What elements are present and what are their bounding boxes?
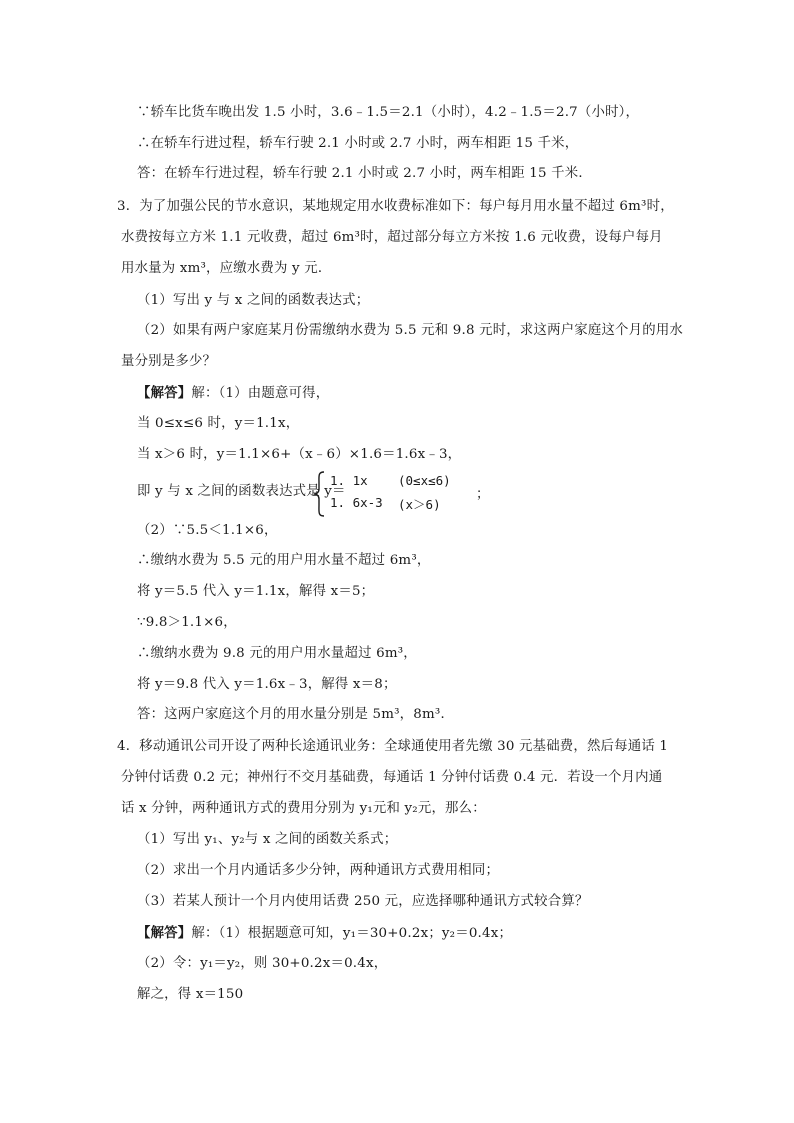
solution-3-line3: 当 x＞6 时，y＝1.1×6+（x﹣6）×1.6＝1.6x﹣3， [137,447,462,462]
solution-3-line9: ∴缴纳水费为 9.8 元的用户用水量超过 6m³， [137,646,417,661]
line-answer-2a: ∵轿车比货车晚出发 1.5 小时，3.6﹣1.5＝2.1（小时），4.2﹣1.5＝2.7（小时）， [137,105,640,120]
case-2-expression: 1. 6x-3 [330,495,383,510]
line-answer-2c: 答：在轿车行进过程，轿车行驶 2.1 小时或 2.7 小时，两车相距 15 千米． [137,166,592,181]
line-answer-2b: ∴在轿车行进过程，轿车行驶 2.1 小时或 2.7 小时，两车相距 15 千米， [137,136,579,151]
solution-3-line4: 即 y 与 x 之间的函数表达式是 y＝ [137,484,346,499]
question-3-part1: （1）写出 y 与 x 之间的函数表达式； [137,293,370,308]
solution-3-line1 [137,384,329,403]
case-1-expression: 1. 1x [330,473,368,488]
solution-4-text: 解：（1）根据题意可知，y₁＝30+0.2x；y₂＝0.4x； [191,926,513,941]
solution-3-line2: 当 0≤x≤6 时，y＝1.1x， [137,416,300,431]
question-4-part2: （2）求出一个月内通话多少分钟，两种通讯方式费用相同； [137,863,500,878]
question-3-part2a: （2）如果有两户家庭某月份需缴纳水费为 5.5 元和 9.8 元时，求这两户家庭这个月的用水 [137,323,684,338]
question-4-line2: 分钟付话费 0.2 元；神州行不交月基础费，每通话 1 分钟付话费 0.4 元．若设一个月内通 [121,770,663,785]
solution-4-line1 [137,924,512,943]
solution-3-line7: 将 y＝5.5 代入 y＝1.1x，解得 x＝5； [137,584,375,599]
question-4-line1: 4．移动通讯公司开设了两种长途通讯业务：全球通使用者先缴 30 元基础费，然后每通话 1 [117,739,669,754]
solution-3-line11: 答：这两户家庭这个月的用水量分别是 5m³，8m³． [137,707,455,722]
case-1-condition: (0≤x≤6) [398,473,451,488]
solution-4-line2: （2）令：y₁＝y₂，则 30+0.2x＝0.4x， [137,956,388,971]
solution-4-line3: 解之，得 x＝150 [137,987,244,1002]
answer-tag: 【解答】 [137,925,192,941]
question-3-line2: 水费按每立方米 1.1 元收费，超过 6m³时，超过部分每立方米按 1.6 元收费，设每户每月 [121,230,663,245]
solution-3-line10: 将 y＝9.8 代入 y＝1.6x﹣3，解得 x＝8； [137,677,397,692]
question-3-line3: 用水量为 xm³，应缴水费为 y 元． [121,261,332,276]
piecewise-function [312,471,472,517]
left-brace-icon [312,471,326,517]
question-4-part1: （1）写出 y₁、y₂与 x 之间的函数关系式； [137,832,398,847]
solution-3-line8: ∵9.8＞1.1×6， [137,615,237,630]
answer-tag: 【解答】 [137,385,192,401]
solution-3-line5: （2）∵5.5＜1.1×6， [137,523,278,538]
piecewise-semicolon: ； [476,487,490,502]
solution-3-text: 解：（1）由题意可得， [191,386,330,401]
case-2-condition: (x＞6) [398,497,441,512]
question-4-part3: （3）若某人预计一个月内使用话费 250 元，应选择哪种通讯方式较合算？ [137,894,589,909]
question-3-part2b: 量分别是多少？ [121,354,217,369]
question-4-line3: 话 x 分钟，两种通讯方式的费用分别为 y₁元和 y₂元，那么： [121,801,486,816]
question-3-line1: 3．为了加强公民的节水意识，某地规定用水收费标准如下：每户每月用水量不超过 6m³时， [117,199,674,214]
solution-3-line6: ∴缴纳水费为 5.5 元的用户用水量不超过 6m³， [137,553,431,568]
